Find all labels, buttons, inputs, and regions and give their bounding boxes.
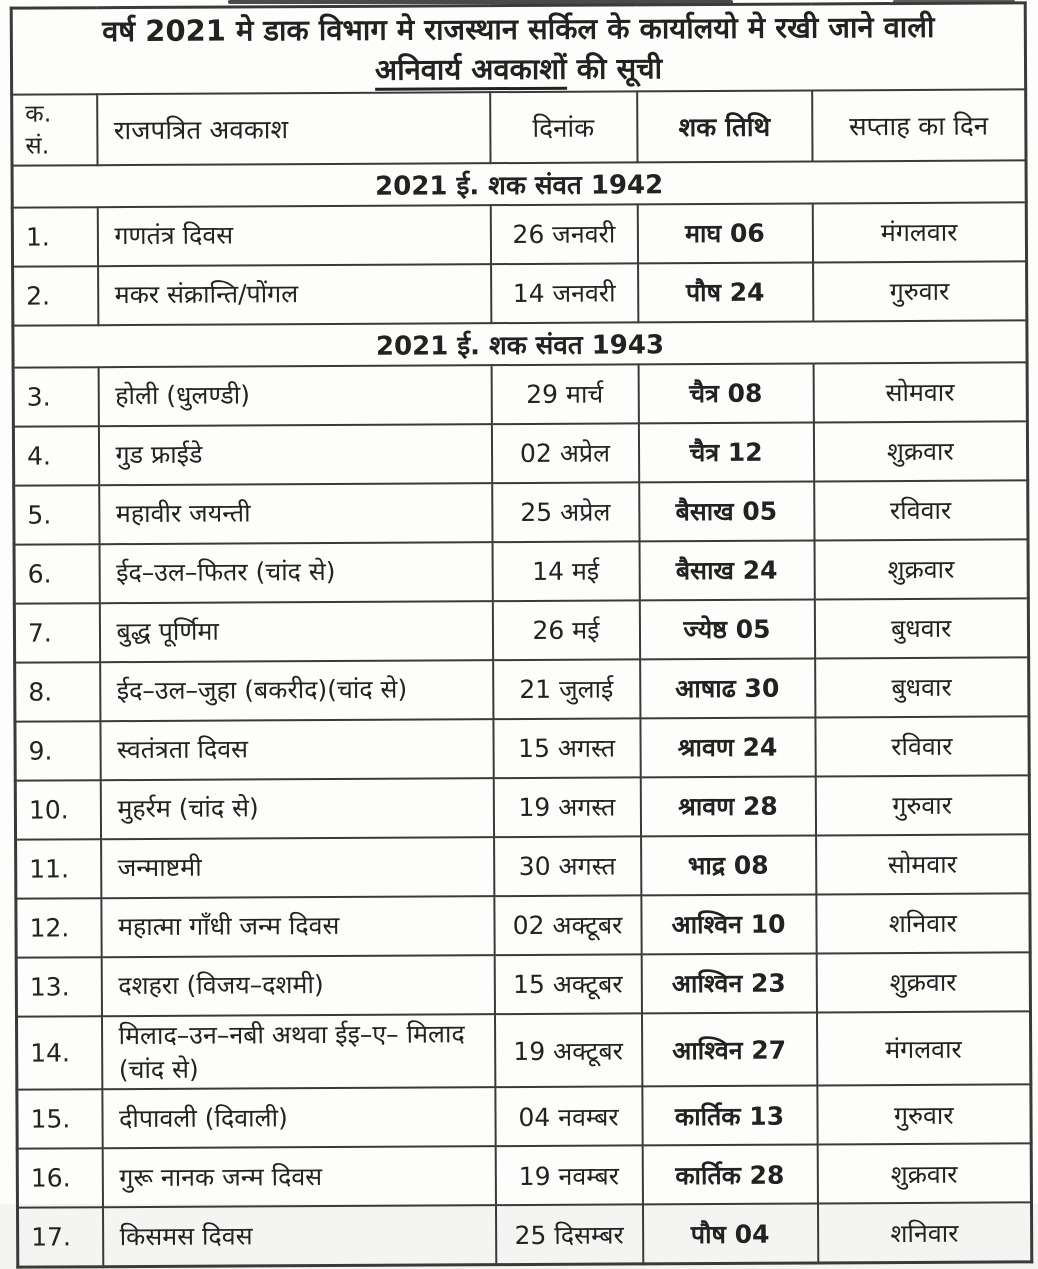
cell-name: दशहरा (विजय–दशमी) xyxy=(101,955,494,1016)
cell-name: मकर संक्रान्ति/पोंगल xyxy=(98,264,491,325)
cell-date: 26 मई xyxy=(492,600,639,660)
cell-sn: 10. xyxy=(15,780,100,839)
header-weekday: सप्ताह का दिन xyxy=(812,89,1026,161)
cell-date: 29 मार्च xyxy=(491,364,638,424)
cell-tithi: भाद्र 08 xyxy=(641,835,816,895)
cell-name: गुरू नानक जन्म दिवस xyxy=(102,1146,495,1207)
cell-name: जन्माष्टमी xyxy=(101,837,494,898)
title-line2-rest: की सूची xyxy=(566,51,663,86)
cell-sn: 1. xyxy=(12,207,97,266)
table-row xyxy=(17,1203,1031,1268)
cell-sn: 15. xyxy=(17,1090,102,1149)
cell-date: 15 अक्टूबर xyxy=(494,954,641,1014)
table-row xyxy=(15,716,1029,780)
cell-sn: 2. xyxy=(13,266,98,325)
cell-name: गणतंत्र दिवस xyxy=(97,205,490,266)
cell-tithi: आश्विन 10 xyxy=(641,894,816,954)
cell-name: महात्मा गाँधी जन्म दिवस xyxy=(101,896,494,957)
table-row xyxy=(14,598,1028,662)
table-row xyxy=(12,202,1026,266)
cell-tithi: श्रावण 24 xyxy=(640,717,815,777)
document-title xyxy=(11,3,1025,95)
header-serial-number: क. सं. xyxy=(12,94,97,165)
cell-day: मंगलवार xyxy=(812,202,1026,262)
table-row xyxy=(13,261,1027,325)
cell-day: शुक्रवार xyxy=(814,539,1028,599)
cell-sn: 17. xyxy=(17,1208,102,1268)
cell-sn: 12. xyxy=(16,898,101,957)
cell-date: 19 अगस्त xyxy=(493,777,640,837)
cell-date: 14 जनवरी xyxy=(491,263,638,323)
section-row xyxy=(13,320,1027,367)
cell-sn: 14. xyxy=(16,1016,101,1090)
cell-tithi: माघ 06 xyxy=(637,203,812,263)
cell-name: दीपावली (दिवाली) xyxy=(102,1087,495,1148)
cell-tithi: ज्येष्ठ 05 xyxy=(639,599,814,659)
cell-day: मंगलवार xyxy=(816,1011,1030,1086)
title-row xyxy=(11,3,1025,95)
cell-sn: 9. xyxy=(15,721,100,780)
cell-sn: 7. xyxy=(14,603,99,662)
cell-sn: 4. xyxy=(13,426,98,485)
cell-name: मुहर्रम (चांद से) xyxy=(100,778,493,839)
cell-name: ईद–उल–जुहा (बकरीद)(चांद से) xyxy=(100,660,493,721)
cell-day: गुरुवार xyxy=(817,1085,1031,1145)
cell-tithi: बैसाख 24 xyxy=(639,540,814,600)
cell-date: 14 मई xyxy=(492,541,639,601)
cell-date: 21 जुलाई xyxy=(493,659,640,719)
cell-name: स्वतंत्रता दिवस xyxy=(100,719,493,780)
cell-name: महावीर जयन्ती xyxy=(99,483,492,544)
cell-date: 25 अप्रेल xyxy=(492,482,639,542)
cell-day: शुक्रवार xyxy=(816,952,1030,1012)
cell-name: गुड फ्राईडे xyxy=(98,424,491,485)
cell-day: गुरुवार xyxy=(815,775,1029,835)
table-row xyxy=(16,893,1030,957)
cell-date: 26 जनवरी xyxy=(490,204,637,264)
title-line2-underlined: अनिवार्य अवकाशों xyxy=(375,52,567,91)
table-row xyxy=(17,1144,1031,1208)
cell-date: 19 अक्टूबर xyxy=(494,1013,641,1087)
cell-tithi: आश्विन 27 xyxy=(641,1012,816,1086)
cell-day: बुधवार xyxy=(814,598,1028,658)
cell-sn: 3. xyxy=(13,367,98,426)
holiday-table xyxy=(10,1,1034,1269)
cell-day: रविवार xyxy=(814,480,1028,540)
cell-date: 02 अक्टूबर xyxy=(494,895,641,955)
cell-day: शनिवार xyxy=(817,1203,1031,1264)
cell-day: शनिवार xyxy=(816,893,1030,953)
cell-sn: 11. xyxy=(16,839,101,898)
cell-name: होली (धुलण्डी) xyxy=(98,365,491,426)
cell-day: सोमवार xyxy=(816,834,1030,894)
table-row xyxy=(14,480,1028,544)
cell-tithi: आषाढ 30 xyxy=(640,658,815,718)
header-gazetted-holiday: राजपत्रित अवकाश xyxy=(97,92,490,165)
cell-sn: 8. xyxy=(15,662,100,721)
cell-date: 15 अगस्त xyxy=(493,718,640,778)
cell-name: ईद–उल–फितर (चांद से) xyxy=(99,542,492,603)
section-heading: 2021 ई. शक संवत 1943 xyxy=(13,320,1027,367)
holiday-table-body xyxy=(12,160,1032,1267)
table-row xyxy=(16,952,1030,1016)
table-row xyxy=(15,657,1029,721)
cell-date: 04 नवम्बर xyxy=(495,1087,642,1147)
cell-tithi: पौष 04 xyxy=(642,1204,817,1264)
cell-tithi: चैत्र 12 xyxy=(638,422,813,482)
table-row xyxy=(16,1011,1030,1090)
cell-tithi: पौष 24 xyxy=(638,262,813,322)
cell-tithi: कार्तिक 13 xyxy=(642,1086,817,1146)
cell-sn: 5. xyxy=(14,485,99,544)
cell-sn: 6. xyxy=(14,544,99,603)
cell-day: गुरुवार xyxy=(813,261,1027,321)
cell-day: सोमवार xyxy=(813,362,1027,422)
header-shak-tithi: शक तिथि xyxy=(637,91,812,163)
cell-tithi: कार्तिक 28 xyxy=(642,1145,817,1205)
table-header-row xyxy=(12,89,1026,165)
cell-date: 25 दिसम्बर xyxy=(495,1205,642,1265)
cell-day: रविवार xyxy=(815,716,1029,776)
cell-name: किसमस दिवस xyxy=(102,1205,495,1267)
table-row xyxy=(16,834,1030,898)
cell-date: 19 नवम्बर xyxy=(495,1146,642,1206)
table-row xyxy=(15,775,1029,839)
section-heading: 2021 ई. शक संवत 1942 xyxy=(12,160,1026,207)
section-row xyxy=(12,160,1026,207)
table-row xyxy=(17,1085,1031,1149)
cell-tithi: चैत्र 08 xyxy=(638,363,813,423)
title-line1: वर्ष 2021 मे डाक विभाग मे राजस्थान सर्किल के कार्यालयो मे रखी जाने वाली xyxy=(102,9,935,49)
table-row xyxy=(13,362,1027,426)
table-row xyxy=(13,421,1027,485)
cell-day: बुधवार xyxy=(815,657,1029,717)
cell-date: 02 अप्रेल xyxy=(491,423,638,483)
cell-tithi: श्रावण 28 xyxy=(640,776,815,836)
cell-tithi: बैसाख 05 xyxy=(639,481,814,541)
cell-name: मिलाद–उन–नबी अथवा ईइ–ए– मिलाद (चांद से) xyxy=(101,1014,494,1090)
table-row xyxy=(14,539,1028,603)
cell-tithi: आश्विन 23 xyxy=(641,953,816,1013)
cell-sn: 16. xyxy=(17,1149,102,1208)
cell-day: शुक्रवार xyxy=(817,1144,1031,1204)
cell-sn: 13. xyxy=(16,957,101,1016)
cell-name: बुद्ध पूर्णिमा xyxy=(99,601,492,662)
header-date: दिनांक xyxy=(490,91,637,163)
cell-date: 30 अगस्त xyxy=(494,836,641,896)
cell-day: शुक्रवार xyxy=(813,421,1027,481)
